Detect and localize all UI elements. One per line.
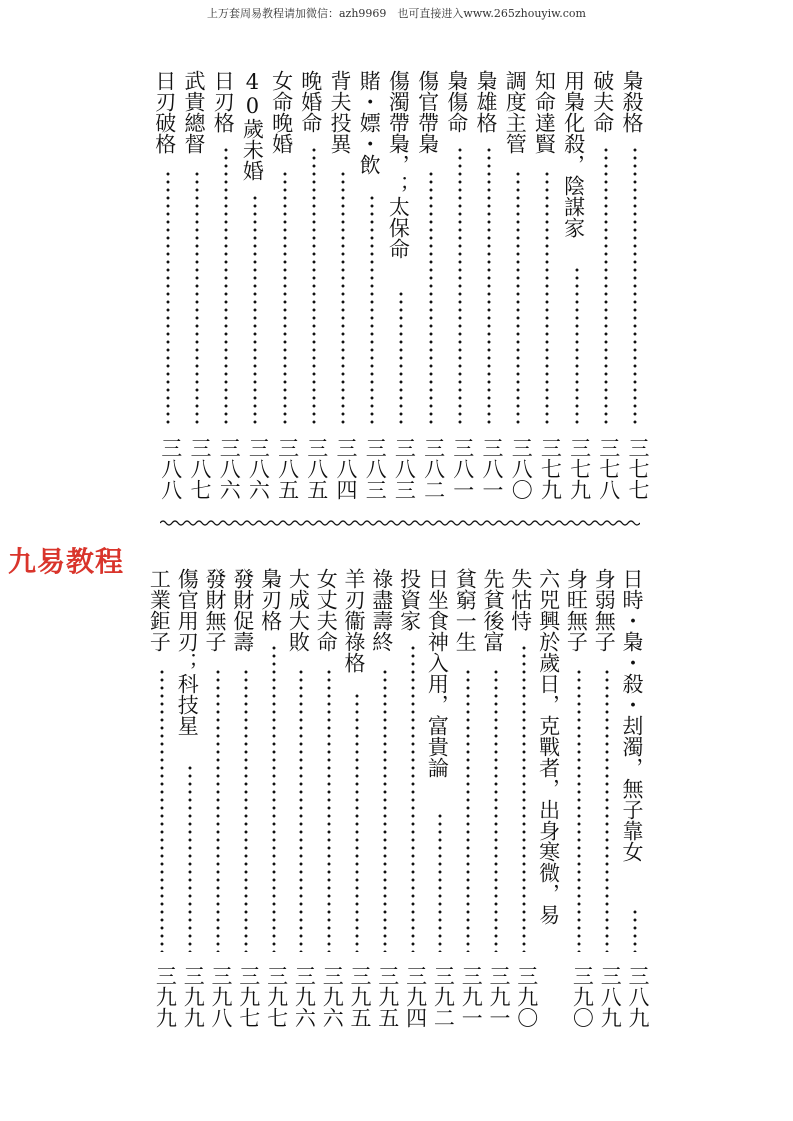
entry-title: 傷官帶梟 — [415, 70, 440, 154]
entry-title: 日坐食神入用，富貴論 — [425, 568, 450, 778]
toc-entry — [211, 70, 241, 500]
entry-title: 40歲未婚 — [240, 70, 265, 181]
entry-page-number: 三八五 — [275, 437, 300, 500]
entry-title: 發財無子 — [203, 568, 227, 652]
entry-page-number: 三九二 — [431, 965, 456, 1028]
entry-title: 身旺無子 — [564, 568, 589, 652]
entry-title: 女丈夫命 — [314, 568, 339, 652]
entry-page-number: 三七七 — [626, 437, 650, 500]
leader-dots — [299, 668, 303, 952]
entry-title: 日刃破格 — [152, 70, 177, 154]
toc-entry — [564, 568, 594, 1028]
entry-page-number: 三九四 — [403, 965, 428, 1028]
entry-title: 賭・嫖・飲 — [357, 70, 382, 175]
entry-page-number: 三九七 — [236, 965, 261, 1028]
leader-dots — [341, 170, 345, 424]
entry-title: 先貧後富 — [481, 568, 505, 652]
toc-entry — [270, 70, 300, 500]
entry-title: 貧窮一生 — [453, 568, 478, 652]
entry-title: 調度主管 — [503, 70, 528, 154]
leader-dots — [633, 908, 637, 952]
entry-page-number: 三八三 — [392, 437, 417, 500]
leader-dots — [522, 644, 526, 952]
toc-entry — [231, 568, 261, 1028]
toc-entry — [286, 568, 316, 1028]
toc-entry — [503, 70, 533, 500]
entry-page-number: 三九六 — [292, 965, 317, 1028]
entry-page-number: 三八一 — [480, 437, 504, 500]
entry-title: 投資家 — [397, 568, 422, 631]
toc-entry — [620, 70, 650, 500]
leader-dots — [494, 668, 498, 952]
leader-dots — [195, 170, 199, 424]
entry-title: 晚婚命 — [298, 70, 323, 133]
section-divider — [160, 518, 640, 528]
watermark-banner: 上万套周易教程请加微信：azh9969 也可直接进入www.265zhouyiw.com — [206, 7, 586, 20]
leader-dots — [283, 170, 287, 424]
entry-title: 知命達賢 — [532, 70, 557, 154]
toc-entry — [591, 70, 621, 500]
entry-page-number: 三七九 — [567, 437, 592, 500]
leader-dots — [458, 146, 462, 424]
leader-dots — [312, 146, 316, 424]
toc-entry — [592, 568, 622, 1028]
toc-entry — [259, 568, 289, 1028]
entry-title: 梟殺格 — [620, 70, 644, 133]
toc-entry — [537, 568, 567, 1028]
entry-page-number: 三九九 — [153, 965, 178, 1028]
toc-entry — [370, 568, 400, 1028]
toc-entry — [153, 70, 183, 500]
toc-entry — [416, 70, 446, 500]
toc-entry — [620, 568, 650, 1028]
entry-title: 梟刃格 — [258, 568, 283, 631]
entry-page-number: 三八四 — [334, 437, 358, 500]
leader-dots — [438, 812, 442, 952]
entry-page-number: 三八七 — [188, 437, 212, 500]
leader-dots — [399, 290, 403, 424]
leader-dots — [355, 692, 359, 952]
entry-page-number: 三九五 — [348, 965, 372, 1028]
leader-dots — [370, 194, 374, 424]
leader-dots — [545, 170, 549, 424]
leader-dots — [487, 146, 491, 424]
leader-dots — [577, 668, 581, 952]
leader-dots — [253, 194, 257, 424]
entry-title: 背夫投異 — [328, 70, 352, 154]
entry-title: 羊刃衞祿格 — [342, 568, 366, 673]
entry-title: 身弱無子 — [592, 568, 617, 652]
entry-title: 工業鉅子 — [147, 568, 172, 652]
toc-entry — [357, 70, 387, 500]
leader-dots — [160, 668, 164, 952]
toc-entry — [453, 568, 483, 1028]
toc-entry — [474, 70, 504, 500]
entry-title: 日時・梟・殺・刦濁，無子靠女 — [620, 568, 644, 862]
entry-title: 女命晚婚 — [269, 70, 294, 154]
toc-entry — [299, 70, 329, 500]
entry-title: 梟傷命 — [444, 70, 469, 133]
toc-entry — [532, 70, 562, 500]
entry-title: 失怙恃 — [508, 568, 533, 631]
entry-title: 六兕興於歲日，克戰者，出身寒微，易 — [536, 568, 561, 925]
entry-page-number: 三八八 — [158, 437, 183, 500]
entry-page-number: 三八二 — [421, 437, 446, 500]
entry-title: 傷濁帶梟，；太保命 — [386, 70, 411, 259]
leader-dots — [605, 668, 609, 952]
leader-dots — [516, 170, 520, 424]
leader-dots — [244, 668, 248, 952]
entry-page-number: 三七八 — [596, 437, 621, 500]
entry-page-number: 三七九 — [538, 437, 563, 500]
toc-entry — [386, 70, 416, 500]
leader-dots — [216, 668, 220, 952]
entry-page-number: 三九九 — [181, 965, 206, 1028]
entry-title: 武貴總督 — [182, 70, 206, 154]
toc-entry — [240, 70, 270, 500]
entry-page-number: 三九五 — [375, 965, 400, 1028]
leader-dots — [466, 668, 470, 952]
toc-entry — [445, 70, 475, 500]
leader-dots — [383, 668, 387, 952]
entry-page-number: 三八一 — [450, 437, 475, 500]
leader-dots — [429, 170, 433, 424]
entry-page-number: 三九七 — [264, 965, 289, 1028]
leader-dots — [272, 644, 276, 952]
entry-title: 大成大敗 — [286, 568, 311, 652]
leader-dots — [633, 146, 637, 424]
toc-entry — [203, 568, 233, 1028]
entry-title: 用梟化殺，陰謀家 — [561, 70, 586, 238]
toc-entry — [314, 568, 344, 1028]
toc-entry — [425, 568, 455, 1028]
entry-page-number: 三八三 — [363, 437, 388, 500]
entry-page-number: 三八九 — [626, 965, 650, 1028]
entry-page-number: 三九六 — [320, 965, 345, 1028]
entry-title: 破夫命 — [590, 70, 615, 133]
toc-entry — [509, 568, 539, 1028]
leader-dots — [188, 764, 192, 952]
entry-title: 日刃格 — [211, 70, 236, 133]
entry-page-number: 三八〇 — [509, 437, 534, 500]
entry-title: 梟雄格 — [474, 70, 498, 133]
leader-dots — [575, 266, 579, 424]
toc-entry — [342, 568, 372, 1028]
entry-page-number: 三八六 — [217, 437, 242, 500]
entry-page-number: 三八五 — [304, 437, 329, 500]
toc-entry — [398, 568, 428, 1028]
entry-page-number: 三八六 — [246, 437, 271, 500]
entry-page-number: 三九〇 — [514, 965, 539, 1028]
entry-title: 傷官用刃；科技星 — [175, 568, 200, 736]
toc-entry — [562, 70, 592, 500]
leader-dots — [604, 146, 608, 424]
entry-page-number: 三九一 — [459, 965, 484, 1028]
entry-page-number: 三九八 — [209, 965, 233, 1028]
entry-page-number: 三九一 — [487, 965, 511, 1028]
leader-dots — [327, 668, 331, 952]
leader-dots — [166, 170, 170, 424]
entry-page-number: 三八九 — [598, 965, 623, 1028]
brand-logo-text: 九易教程 — [8, 545, 125, 578]
toc-entry — [175, 568, 205, 1028]
entry-title: 祿盡壽終 — [369, 568, 394, 652]
toc-entry — [147, 568, 177, 1028]
leader-dots — [224, 146, 228, 424]
toc-entry — [328, 70, 358, 500]
leader-dots — [411, 644, 415, 952]
toc-entry — [481, 568, 511, 1028]
entry-title: 發財促壽 — [230, 568, 255, 652]
toc-entry — [182, 70, 212, 500]
entry-page-number: 三九〇 — [570, 965, 595, 1028]
